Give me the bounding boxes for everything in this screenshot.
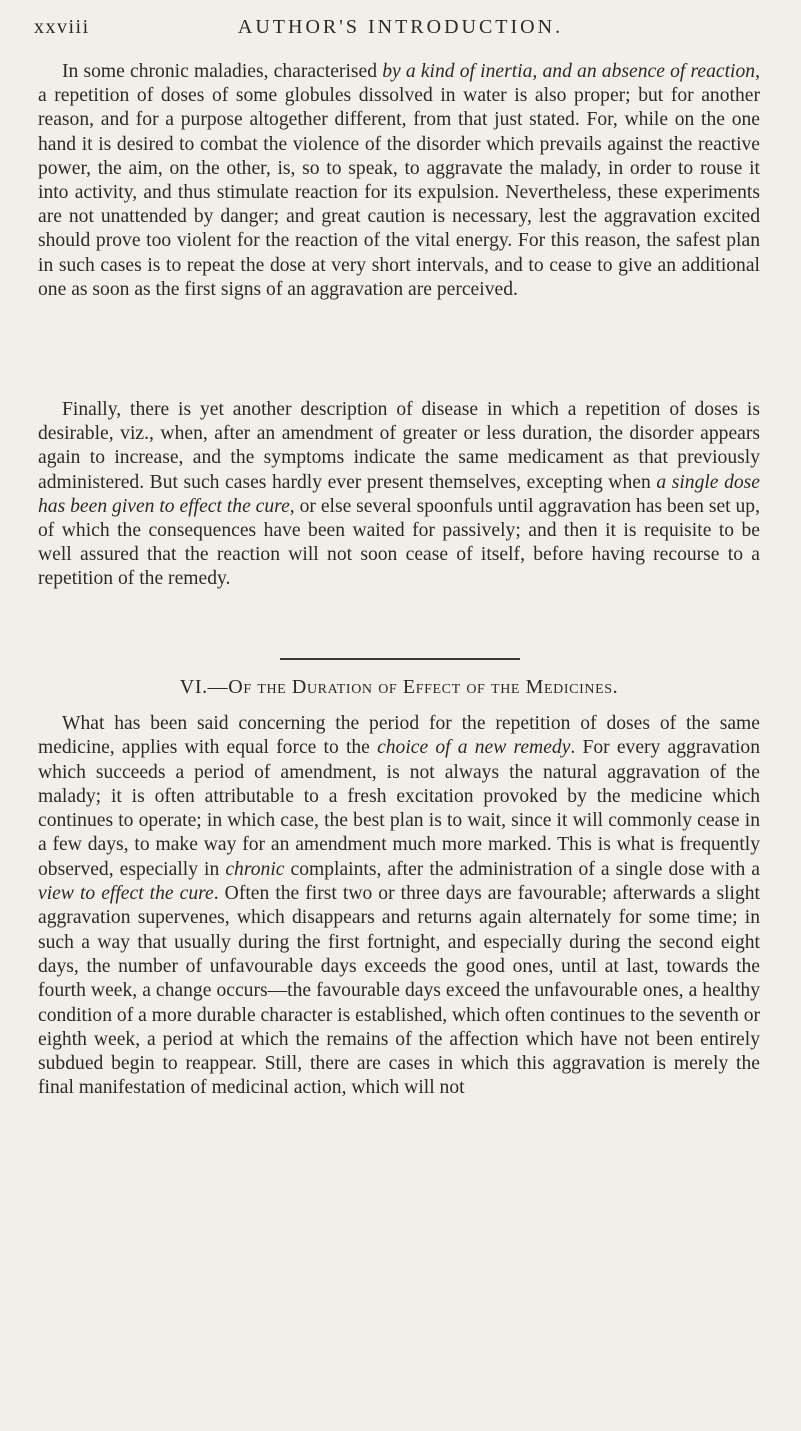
running-head xyxy=(34,16,767,44)
page-number: xxviii xyxy=(34,16,90,38)
text-run: , or else several spoonfuls until aggravation has been set up, of which the consequences have been waited for passively; and then it is requisite to be well assured that the reaction will not soon cease of itself, before having recourse to a repetition of the remedy. xyxy=(38,495,760,590)
italic-run: chronic xyxy=(225,858,285,880)
paragraph-duration xyxy=(38,712,760,1101)
text-run: complaints, after the administration of a single dose with a xyxy=(284,858,760,880)
italic-run: by a kind of inertia, and an absence of reaction xyxy=(382,61,756,82)
section-heading: VI.—Of the Duration of Effect of the Medicines. xyxy=(179,676,619,698)
text-run: . Often the first two or three days are favourable; afterwards a slight aggravation supervenes, which disappears and returns again alternately for some time; in such a way that usually during the first fortnight, and especially during the second eight days, the number of unfavourable days exceeds the good ones, until at last, towards the fourth week, a change occurs—the favourable days exceed the unfavourable ones, a healthy condition of a more durable character is established, which often continues to the seventh or eighth week, a period at which the remains of the affection which have not been entirely subdued begin to reappear. Still, there are cases in which this aggravation is merely the final manifestation of medicinal action, which will not xyxy=(38,883,761,1099)
italic-run: choice of a new remedy xyxy=(377,737,571,759)
text-run: . For every aggravation which succeeds a period of amendment, is not always the natural aggravation of the malady; it is often attributable to a fresh excitation provoked by the medicine which continues to operate; in which case, the best plan is to wait, since it will commonly cease in a few days, to make way for an amendment much more marked. This is what is frequently observed, especially in xyxy=(38,737,761,880)
paragraph-text xyxy=(38,398,760,592)
text-run: Finally, there is yet another description of disease in which a repetition of doses is desirable, viz., when, after an amendment of greater or less duration, the disorder appears again to increase, and the symptoms indicate the same medicament as that previously administered. But such cases hardly ever present themselves, excepting when xyxy=(38,399,760,493)
paragraph-finally xyxy=(38,398,760,592)
section-divider xyxy=(280,658,520,660)
text-run: In some chronic maladies, characterised xyxy=(62,61,383,82)
paragraph-chronic-maladies xyxy=(38,60,760,302)
italic-run: view to effect the cure xyxy=(38,883,214,905)
paragraph-text xyxy=(38,60,760,302)
paragraph-text xyxy=(38,712,760,1101)
italic-run: a single dose has been given to effect the cure xyxy=(38,471,760,517)
text-run: , a repetition of doses of some globules dissolved in water is also proper; but for another reason, and for a purpose altogether different, from that just stated. For, while on the one hand it is desired to combat the violence of the disorder which prevails against the reactive power, the aim, on the other, is, so to speak, to aggravate the malady, in order to rouse it into activity, and thus stimulate reaction for its expulsion. Nevertheless, these experiments are not unattended by danger; and great caution is necessary, lest the aggravation excited should prove too violent for the reaction of the vital energy. For this reason, the safest plan in such cases is to repeat the dose at very short intervals, and to cease to give an additional one as soon as the first signs of an aggravation are perceived. xyxy=(38,61,760,300)
running-title: AUTHOR'S INTRODUCTION. xyxy=(237,16,564,38)
text-run: What has been said concerning the period for the repetition of doses of the same medicine, applies with equal force to the xyxy=(38,713,760,759)
